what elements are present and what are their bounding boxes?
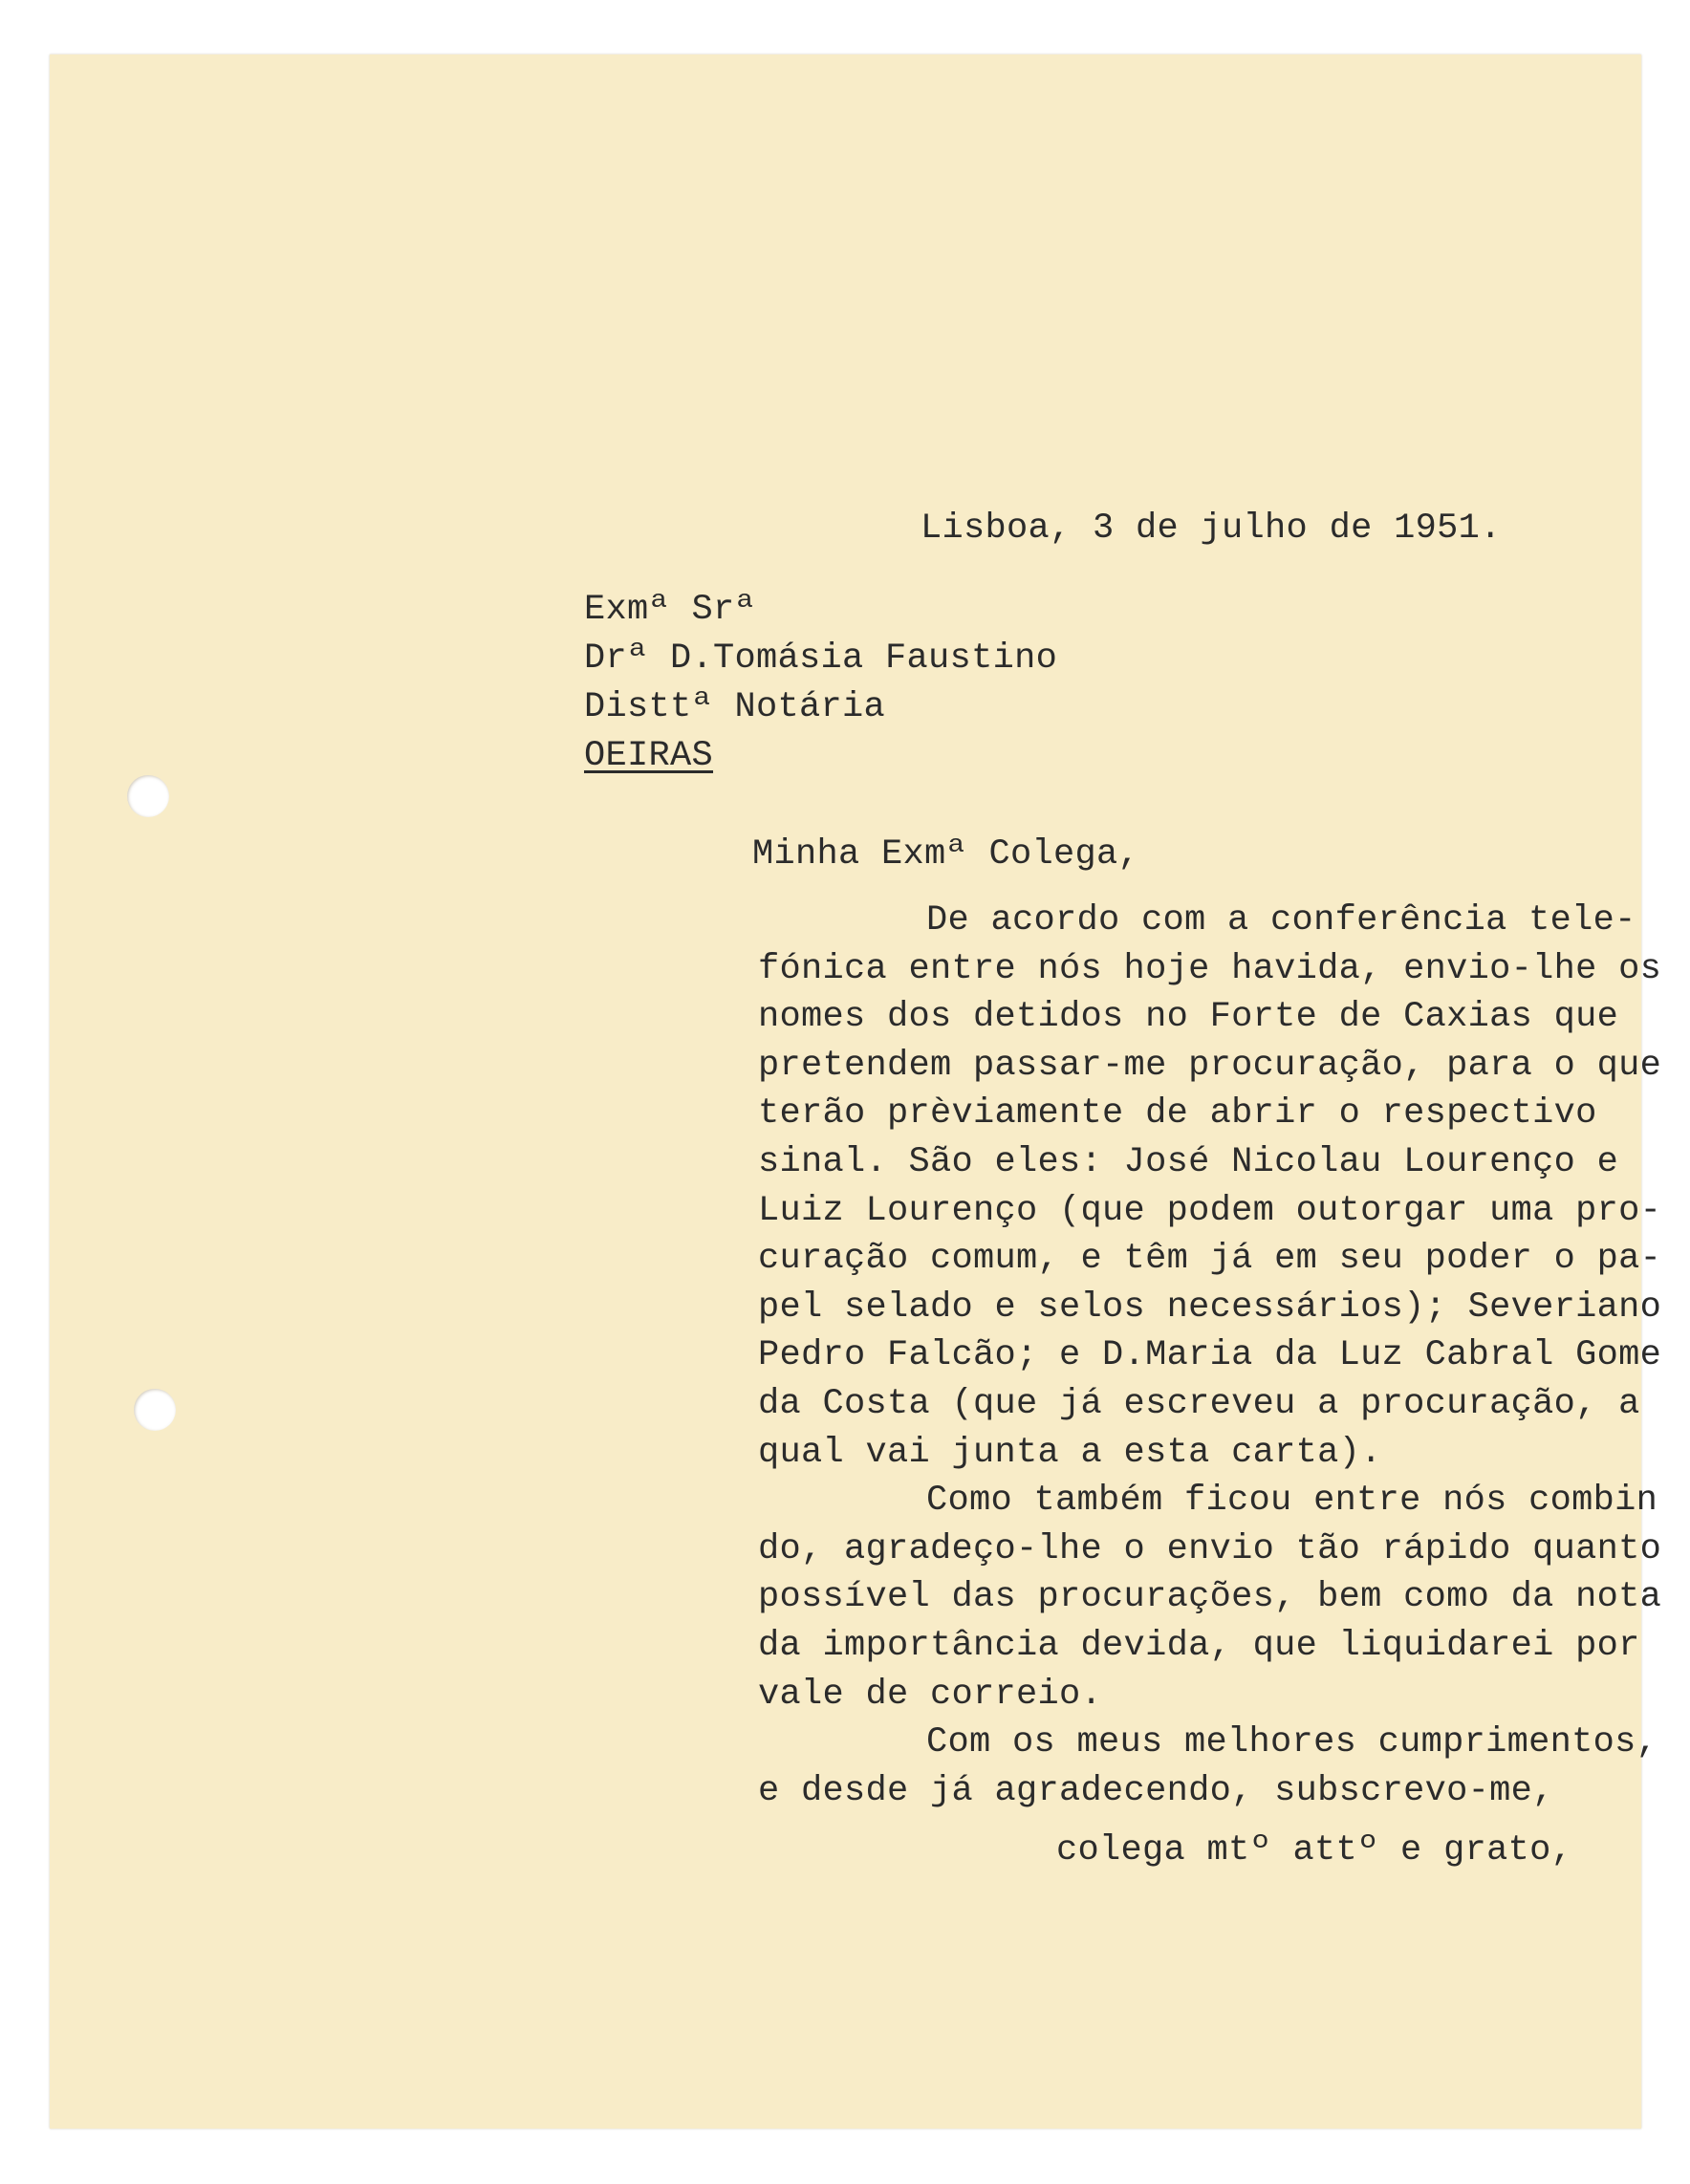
addressee-line-name: Drª D.Tomásia Faustino — [584, 638, 1058, 679]
body-line: pretendem passar-me procuração, para o que — [758, 1045, 1662, 1086]
body-line: fónica entre nós hoje havida, envio-lhe os — [758, 948, 1662, 989]
punch-hole-bottom — [134, 1389, 176, 1431]
body-line: e desde já agradecendo, subscrevo-me, — [758, 1770, 1554, 1811]
body-line: Como também ficou entre nós combin — [926, 1481, 1658, 1522]
body-line: do, agradeço-lhe o envio tão rápido quanto — [758, 1528, 1662, 1569]
body-line: vale de correio. — [758, 1674, 1103, 1715]
addressee-line-role: Disttª Notária — [584, 687, 886, 727]
body-line: De acordo com a conferência tele- — [926, 900, 1636, 941]
body-line: da importância devida, que liquidarei por — [758, 1625, 1640, 1666]
body-line: nomes dos detidos no Forte de Caxias que — [758, 997, 1619, 1038]
addressee-line-place: OEIRAS — [584, 736, 714, 776]
body-line: terão prèviamente de abrir o respectivo — [758, 1093, 1597, 1135]
body-line: sinal. São eles: José Nicolau Lourenço e — [758, 1141, 1619, 1182]
date-line: Lisboa, 3 de julho de 1951. — [921, 508, 1502, 549]
punch-hole-top — [127, 775, 169, 817]
salutation: Minha Exmª Colega, — [752, 834, 1140, 875]
body-line: pel selado e selos necessários); Severiano — [758, 1287, 1662, 1328]
addressee-line-title: Exmª Srª — [584, 590, 757, 630]
body-line: curação comum, e têm já em seu poder o pa- — [758, 1239, 1662, 1280]
body-line: possível das procurações, bem como da nota — [758, 1577, 1662, 1618]
letter-body — [758, 897, 1662, 1815]
body-line: Com os meus melhores cumprimentos, — [926, 1722, 1658, 1763]
body-line: Pedro Falcão; e D.Maria da Luz Cabral Gome — [758, 1335, 1662, 1376]
closing-line: colega mtº attº e grato, — [1056, 1830, 1573, 1870]
body-line: da Costa (que já escreveu a procuração, a — [758, 1383, 1640, 1424]
body-line: qual vai junta a esta carta). — [758, 1432, 1382, 1473]
body-line: Luiz Lourenço (que podem outorgar uma pro- — [758, 1190, 1662, 1231]
